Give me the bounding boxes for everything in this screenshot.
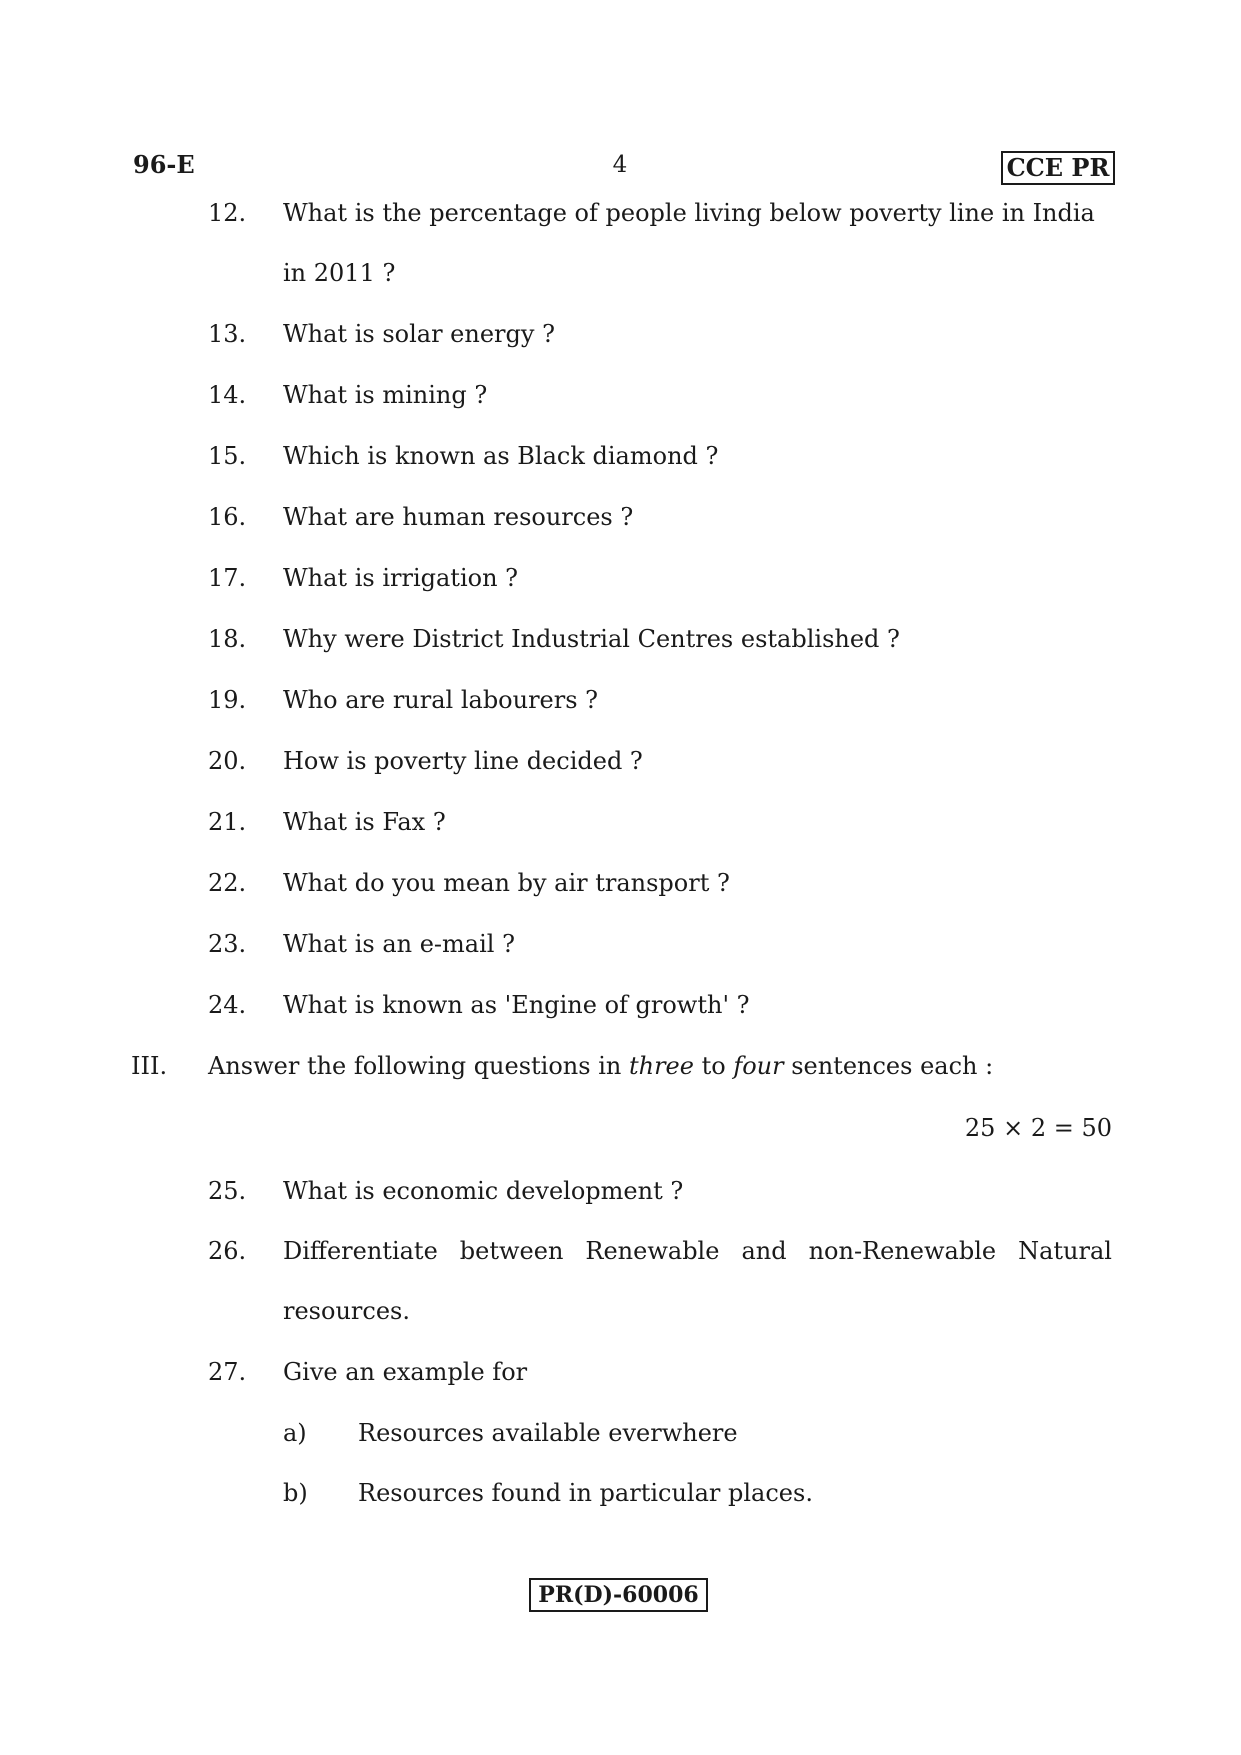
question-number: 18. — [208, 625, 247, 653]
question-text: What is mining ? — [283, 381, 488, 409]
question-text: Why were District Industrial Centres established ? — [283, 625, 900, 653]
question-number: 23. — [208, 930, 247, 958]
question-number: 21. — [208, 808, 247, 836]
question-number: 13. — [208, 320, 247, 348]
question-number: 26. — [208, 1237, 247, 1265]
page-number: 4 — [612, 152, 628, 178]
question-number: 19. — [208, 686, 247, 714]
section-number: III. — [131, 1052, 168, 1080]
question-text: What is the percentage of people living below poverty line in India — [283, 199, 1095, 227]
question-number: 17. — [208, 564, 247, 592]
question-text: resources. — [283, 1297, 410, 1325]
question-number: 14. — [208, 381, 247, 409]
sub-item-label: b) — [283, 1479, 308, 1507]
question-number: 27. — [208, 1358, 247, 1386]
question-text: in 2011 ? — [283, 259, 396, 287]
footer-code-box: PR(D)-60006 — [529, 1578, 708, 1612]
question-text: How is poverty line decided ? — [283, 747, 643, 775]
question-text: Who are rural labourers ? — [283, 686, 599, 714]
question-text: Which is known as Black diamond ? — [283, 442, 719, 470]
section-instruction: Answer the following questions in three to four sentences each : — [208, 1052, 994, 1080]
question-text: What are human resources ? — [283, 503, 634, 531]
question-number: 20. — [208, 747, 247, 775]
section-marks: 25 × 2 = 50 — [964, 1114, 1112, 1142]
question-text: What do you mean by air transport ? — [283, 869, 730, 897]
question-text: Give an example for — [283, 1358, 528, 1386]
question-text: What is solar energy ? — [283, 320, 555, 348]
sub-item-text: Resources available everwhere — [358, 1419, 738, 1447]
question-number: 22. — [208, 869, 247, 897]
question-text: What is an e-mail ? — [283, 930, 515, 958]
question-text: What is irrigation ? — [283, 564, 519, 592]
question-text: What is known as 'Engine of growth' ? — [283, 991, 750, 1019]
paper-code: 96-E — [133, 150, 195, 179]
question-number: 25. — [208, 1177, 247, 1205]
question-text: What is Fax ? — [283, 808, 446, 836]
question-text: What is economic development ? — [283, 1177, 684, 1205]
question-number: 24. — [208, 991, 247, 1019]
paper-type-box: CCE PR — [1001, 151, 1115, 185]
question-number: 16. — [208, 503, 247, 531]
sub-item-text: Resources found in particular places. — [358, 1479, 813, 1507]
question-number: 15. — [208, 442, 247, 470]
question-text: Differentiate between Renewable and non-Renewable Natural — [283, 1237, 1112, 1265]
sub-item-label: a) — [283, 1419, 307, 1447]
question-number: 12. — [208, 199, 247, 227]
